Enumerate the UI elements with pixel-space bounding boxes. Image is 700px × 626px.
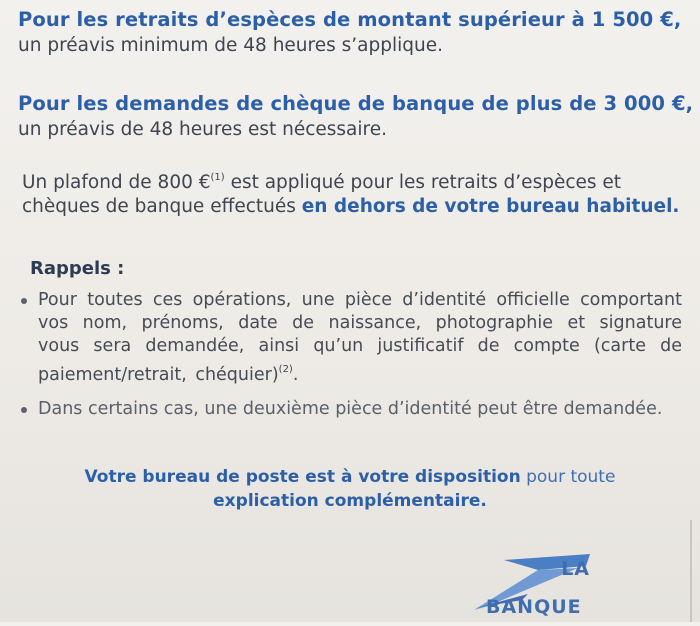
la-banque-postale-logo: [468, 550, 618, 622]
reminder-id-required-text: [38, 289, 682, 387]
cash-withdrawal-text: un préavis minimum de 48 heures s’applique.: [18, 35, 443, 56]
ceiling-outside-office-text: en dehors de votre bureau habituel.: [301, 196, 680, 217]
closing-part-3: pour toute: [520, 467, 616, 487]
closing-statement: [0, 465, 700, 513]
reminder-second-id-text: Dans certains cas, une deuxième pièce d’identité peut être demandée.: [38, 399, 663, 419]
bank-cheque-notice: [18, 90, 694, 143]
cash-withdrawal-heading: Pour les retraits d’espèces de montant supérieur à 1 500 €,: [18, 8, 682, 31]
bullet-dot-icon: [21, 407, 27, 413]
ceiling-amount-text: Un plafond de 800 €: [22, 172, 211, 193]
logo-text-la: LA: [561, 558, 590, 580]
ceiling-cheque-text: chèques de banque effectués: [22, 196, 302, 217]
reminders-title: Rappels :: [30, 258, 125, 279]
closing-part-2: de poste est à votre disposition: [216, 467, 521, 487]
footnote-ref-2: (2): [278, 364, 293, 375]
cash-withdrawal-notice: [18, 6, 688, 59]
reminder-id-required-body: Pour toutes ces opérations, une pièce d’identité officielle comportant vos nom, prénoms, date de naissance, photographie et signature vous sera demandée, ainsi qu’un justificatif de compte (carte de paiement/retrait, chéquier): [38, 290, 682, 385]
page-edge-divider: [690, 520, 692, 622]
logo-text-banque: BANQUE: [486, 596, 582, 618]
list-item: [18, 289, 682, 387]
closing-line-1: [0, 465, 700, 489]
ceiling-notice: [22, 166, 692, 219]
ceiling-scope-text: est appliqué pour les retraits d’espèces et: [224, 172, 622, 193]
closing-line-2: explication complémentaire.: [213, 491, 487, 511]
reminder-id-required-end: .: [292, 365, 299, 385]
ceiling-line-1: [22, 166, 692, 195]
reminders-list: [18, 289, 682, 421]
list-item: [18, 398, 682, 421]
bullet-dot-icon: [21, 298, 27, 304]
bank-cheque-text: un préavis de 48 heures est nécessaire.: [18, 119, 387, 140]
footnote-ref-1: (1): [210, 172, 225, 183]
closing-part-1: Votre bureau: [84, 467, 217, 487]
bank-cheque-heading: Pour les demandes de chèque de banque de plus de 3 000 €,: [18, 92, 694, 115]
ceiling-line-2: [22, 195, 692, 219]
